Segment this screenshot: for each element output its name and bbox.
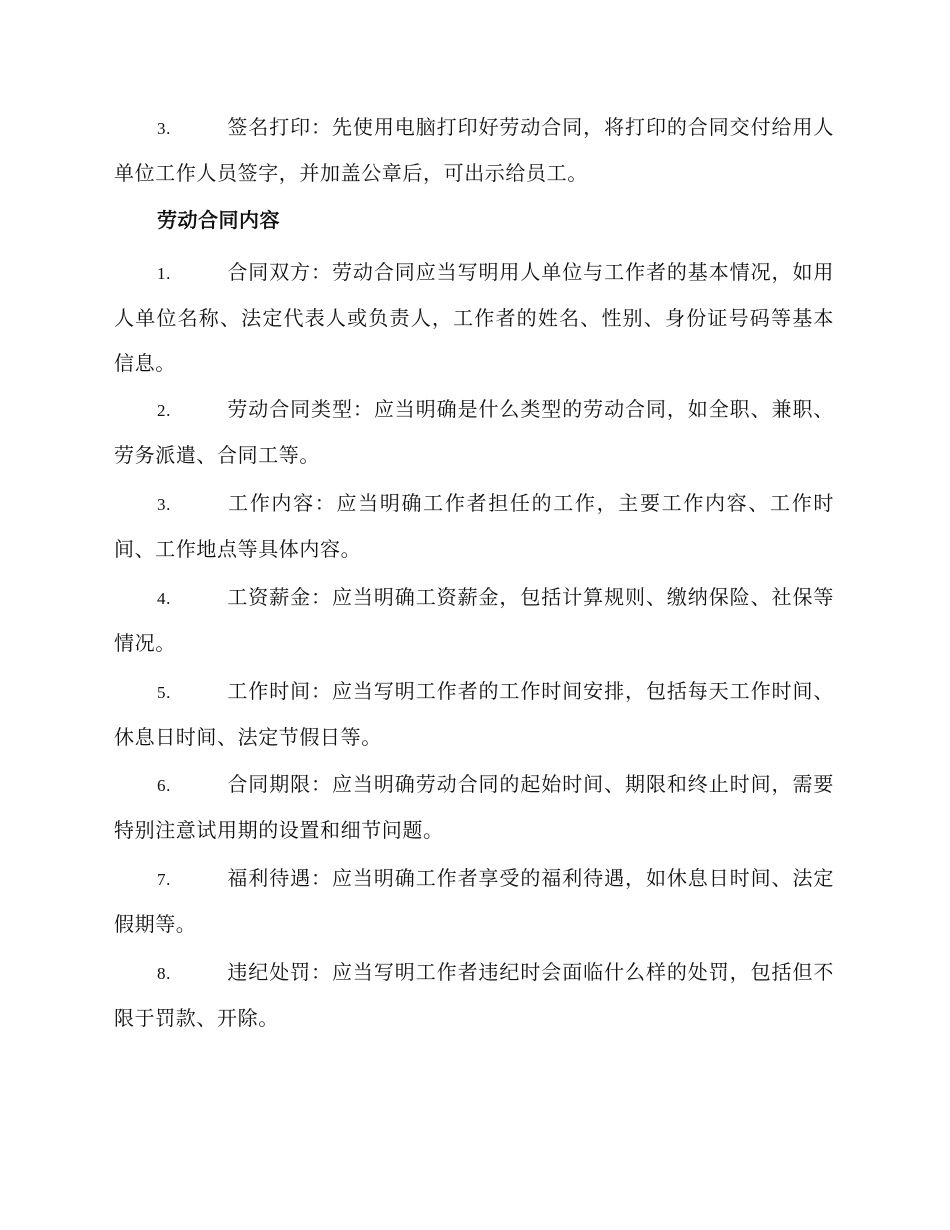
list-item	[114, 762, 834, 853]
intro-list-item	[114, 105, 834, 196]
item-text: 福利待遇：应当明确工作者享受的福利待遇，如休息日时间、法定假期等。	[114, 866, 834, 936]
item-text: 合同期限：应当明确劳动合同的起始时间、期限和终止时间，需要特别注意试用期的设置和细节问题。	[114, 772, 834, 842]
list-item	[114, 250, 834, 386]
intro-item-text: 签名打印：先使用电脑打印好劳动合同，将打印的合同交付给用人单位工作人员签字，并加盖公章后，可出示给员工。	[114, 115, 834, 185]
list-item	[114, 856, 834, 947]
item-number: 2.	[157, 401, 171, 420]
item-number: 3.	[157, 495, 171, 514]
list-item	[114, 387, 834, 478]
item-text: 劳动合同类型：应当明确是什么类型的劳动合同，如全职、兼职、劳务派遣、合同工等。	[114, 397, 834, 467]
list-item	[114, 669, 834, 760]
item-number: 6.	[157, 776, 171, 795]
item-text: 工资薪金：应当明确工资薪金，包括计算规则、缴纳保险、社保等情况。	[114, 585, 834, 655]
item-number: 4.	[157, 589, 171, 608]
list-item	[114, 950, 834, 1041]
item-text: 合同双方：劳动合同应当写明用人单位与工作者的基本情况，如用人单位名称、法定代表人或负责人，工作者的姓名、性别、身份证号码等基本信息。	[114, 260, 834, 375]
item-number: 7.	[157, 870, 171, 889]
list-item	[114, 575, 834, 666]
item-number: 8.	[157, 964, 171, 983]
list-item	[114, 481, 834, 572]
intro-item-number: 3.	[157, 119, 171, 138]
section-heading: 劳动合同内容	[157, 208, 280, 232]
item-number: 1.	[157, 264, 171, 283]
item-text: 违纪处罚：应当写明工作者违纪时会面临什么样的处罚，包括但不限于罚款、开除。	[114, 960, 834, 1030]
item-text: 工作内容：应当明确工作者担任的工作，主要工作内容、工作时间、工作地点等具体内容。	[114, 491, 834, 561]
item-number: 5.	[157, 683, 171, 702]
item-text: 工作时间：应当写明工作者的工作时间安排，包括每天工作时间、休息日时间、法定节假日等。	[114, 679, 834, 749]
